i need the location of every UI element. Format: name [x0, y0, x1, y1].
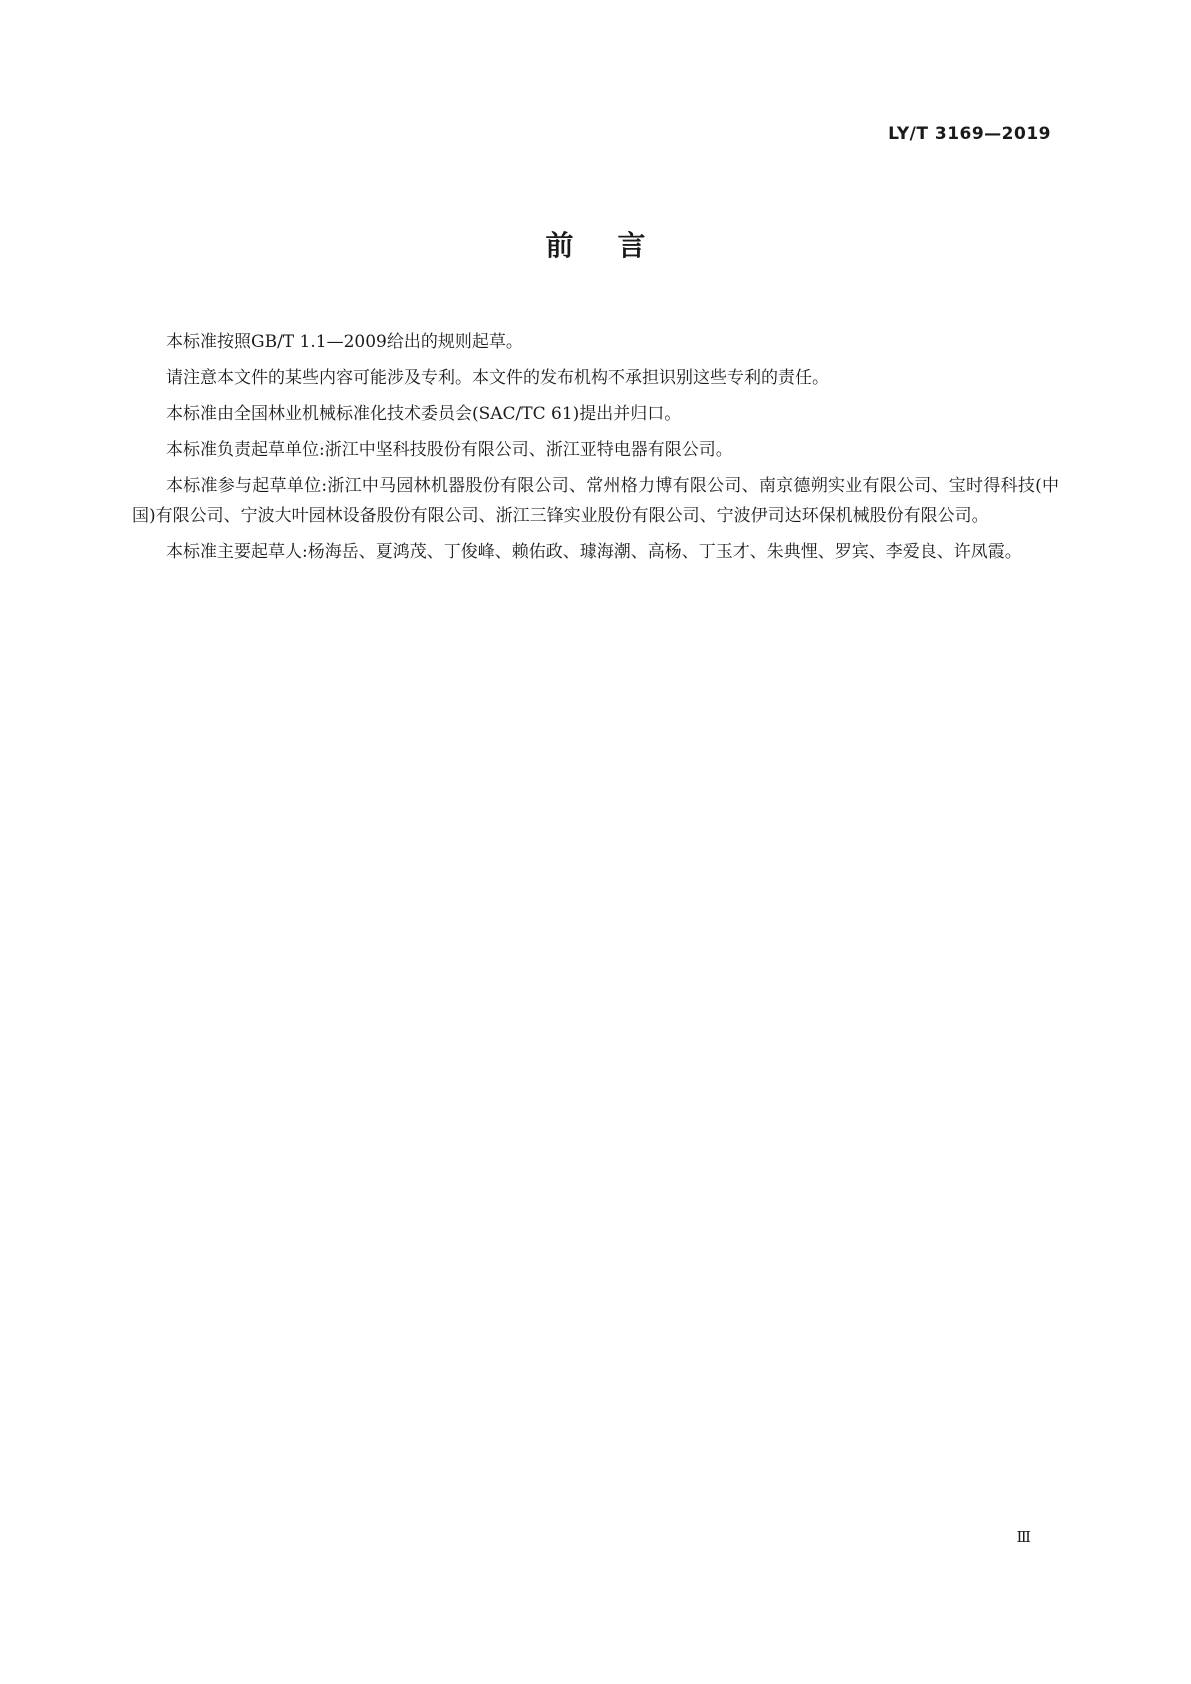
- page-number: Ⅲ: [1016, 1528, 1031, 1546]
- standard-number: LY/T 3169—2019: [888, 124, 1051, 144]
- paragraph-proposer: 本标准由全国林业机械标准化技术委员会(SAC/TC 61)提出并归口。: [166, 404, 682, 424]
- paragraph-responsible-drafters: 本标准负责起草单位:浙江中坚科技股份有限公司、浙江亚特电器有限公司。: [166, 440, 733, 460]
- foreword-body: [132, 327, 1059, 573]
- paragraph-main-drafters: 本标准主要起草人:杨海岳、夏鸿茂、丁俊峰、赖佑政、璩海潮、高杨、丁玉才、朱典悝、罗宾、李爱良、许凤霞。: [166, 542, 1022, 562]
- page-title: 前言: [545, 229, 690, 262]
- paragraph-participating-drafters: 本标准参与起草单位:浙江中马园林机器股份有限公司、常州格力博有限公司、南京德朔实业有限公司、宝时得科技(中国)有限公司、宁波大叶园林设备股份有限公司、浙江三锋实业股份有限公司、宁波伊司达环保机械股份有限公司。: [132, 476, 1059, 526]
- paragraph-drafting-rules: 本标准按照GB/T 1.1—2009给出的规则起草。: [166, 332, 523, 352]
- paragraph-patent-notice: 请注意本文件的某些内容可能涉及专利。本文件的发布机构不承担识别这些专利的责任。: [166, 368, 829, 388]
